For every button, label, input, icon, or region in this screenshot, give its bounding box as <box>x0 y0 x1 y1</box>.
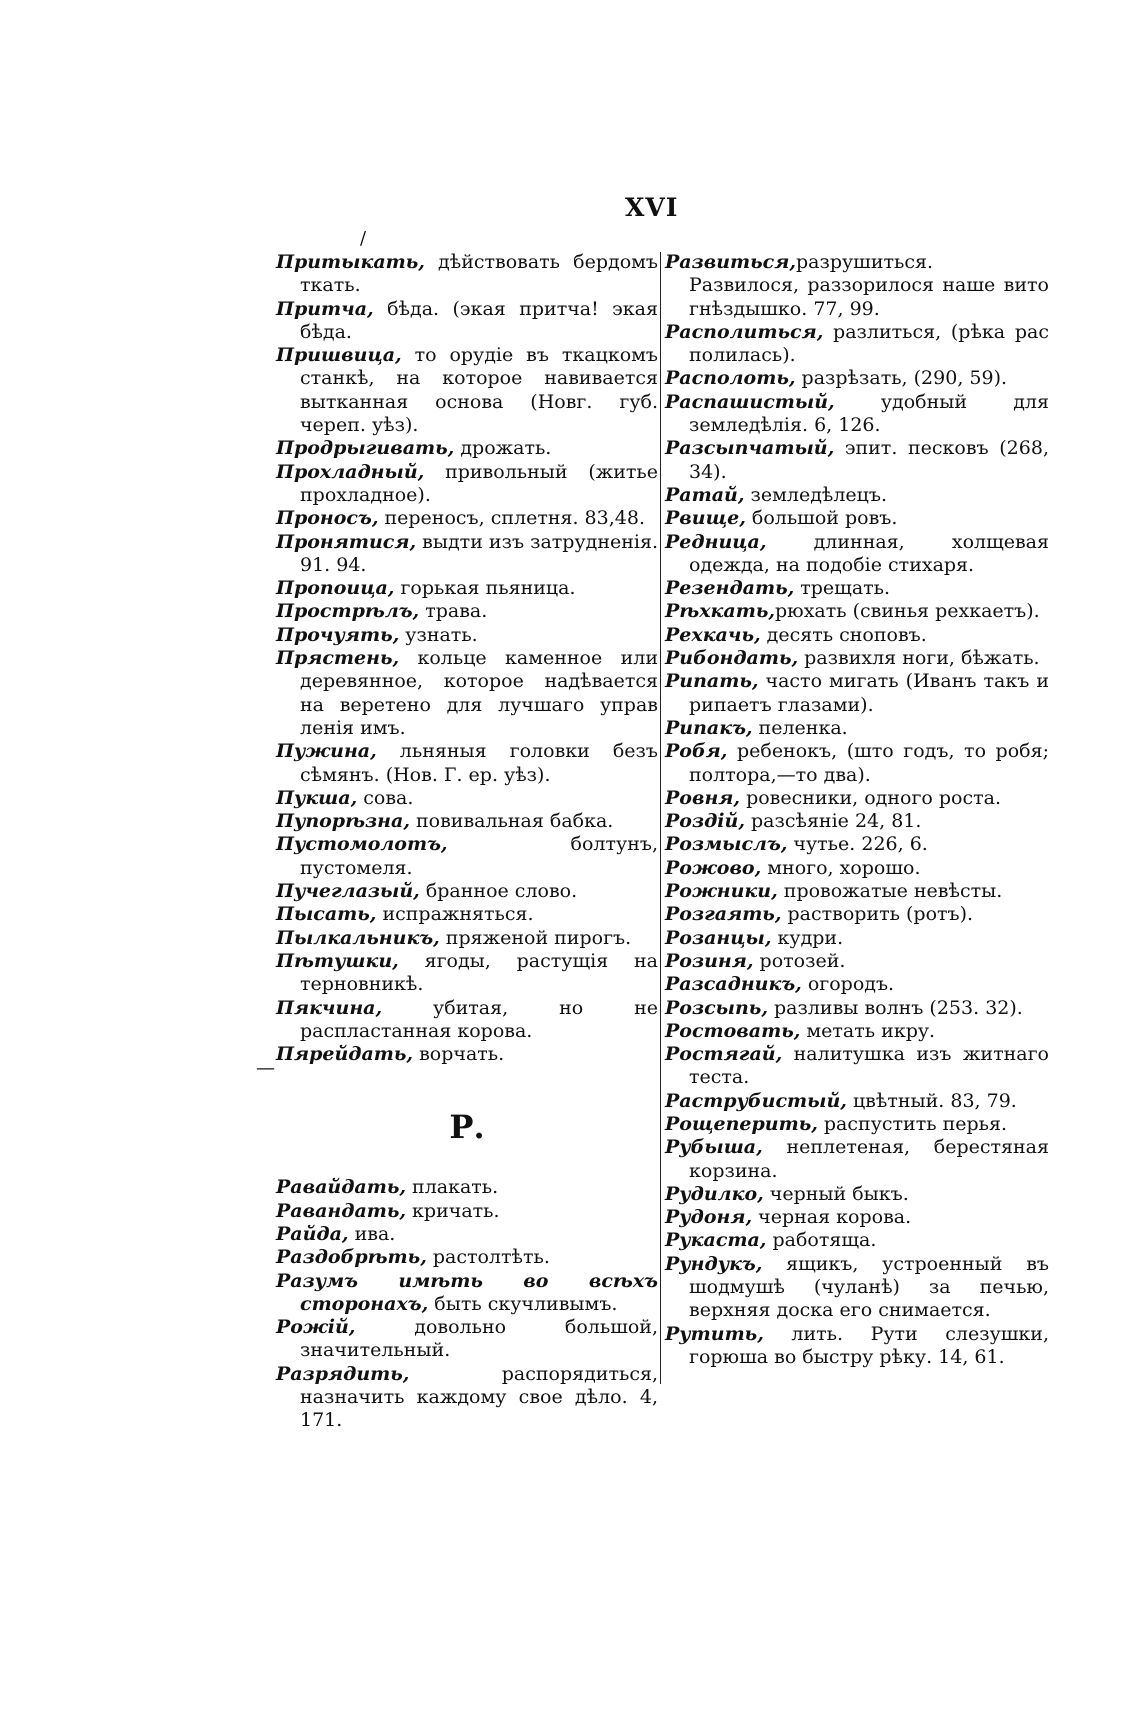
entry-headword: Райда, <box>276 1222 349 1245</box>
entry-definition: бранное слово. <box>419 880 578 903</box>
entry-definition: черная корова. <box>752 1206 912 1229</box>
entry-headword: Пысать, <box>276 903 377 926</box>
entry-definition: ребенокъ, (што годъ, то робя; полтора,—то два). <box>689 740 1049 786</box>
entry-definition: развихля ноги, бѣжать. <box>798 647 1040 670</box>
entry-definition: испражняться. <box>376 903 534 926</box>
left-column <box>276 251 658 1433</box>
entry-headword: Ростовать, <box>665 1019 801 1042</box>
entry-definition: большой ровъ. <box>745 507 898 530</box>
entry-definition: узнать. <box>399 623 478 646</box>
entry-headword: Проносъ, <box>276 507 379 530</box>
dictionary-entry <box>276 251 658 298</box>
entry-headword: Пякчина, <box>276 996 383 1019</box>
entry-headword: Рѣхкать, <box>665 600 775 623</box>
page-number: XVI <box>625 193 679 222</box>
entry-definition: распорядиться, назначить каждому свое дѣло. 4, 171. <box>300 1362 658 1432</box>
entry-definition: сова. <box>357 786 414 809</box>
entry-headword: Пронятися, <box>276 530 417 553</box>
dictionary-entry <box>276 787 658 810</box>
dictionary-entry <box>665 880 1049 903</box>
entry-definition: лить. Рути слезушки, горюша во быстру рѣку. 14, 61. <box>689 1322 1049 1368</box>
entry-definition: плакать. <box>405 1176 499 1199</box>
dictionary-entry <box>665 1206 1049 1229</box>
entry-headword: Рудоня, <box>665 1206 753 1229</box>
entry-definition: трава. <box>419 600 488 623</box>
dictionary-entry <box>276 531 658 578</box>
entry-headword: Розсыпь, <box>665 996 768 1019</box>
entry-headword: Притча, <box>276 297 374 320</box>
entry-definition: разлиться, (рѣка рас полилась). <box>689 320 1049 367</box>
entry-definition: льняныя головки безъ сѣмянъ. (Нов. Г. ер. уѣз). <box>300 740 658 786</box>
dictionary-entry <box>276 624 658 647</box>
dictionary-entry <box>276 1223 658 1246</box>
entry-definition: часто мигать (Иванъ такъ и рипаетъ глазами). <box>689 670 1049 716</box>
dictionary-entry <box>665 973 1049 996</box>
entry-definition: черный быкъ. <box>763 1182 909 1205</box>
dictionary-entry <box>665 787 1049 810</box>
entry-definition: эпит. песковъ (268, 34). <box>689 437 1049 483</box>
entry-definition: разсѣяніе 24, 81. <box>744 810 922 833</box>
entry-definition: пеленка. <box>752 716 848 739</box>
dictionary-entry <box>276 1246 658 1269</box>
dictionary-entry <box>665 367 1049 390</box>
dictionary-entry <box>665 717 1049 740</box>
entry-definition: провожатые невѣсты. <box>777 880 1003 903</box>
entry-headword: Прочуять, <box>276 623 400 646</box>
left-entries-after <box>276 1176 658 1432</box>
section-heading-r: Р. <box>449 1108 485 1147</box>
dictionary-entry <box>665 484 1049 507</box>
column-divider <box>660 252 661 1384</box>
entry-headword: Роздій, <box>665 810 745 833</box>
entry-definition: дѣйствовать бердомъ ткать. <box>300 251 658 297</box>
entry-definition: кольце каменное или деревянное, которое надѣвается на веретено для лучшаго управ ленія имъ. <box>300 647 658 739</box>
dictionary-entry <box>665 531 1049 578</box>
entry-headword: Рибондать, <box>665 647 799 670</box>
entry-definition: довольно большой, значительный. <box>300 1316 658 1362</box>
entry-definition: цвѣтный. 83, 79. <box>846 1089 1017 1112</box>
dictionary-entry <box>276 1200 658 1223</box>
entry-definition: чутье. 226, 6. <box>787 833 928 856</box>
right-column <box>665 251 1049 1369</box>
entry-headword: Прохладный, <box>276 460 425 483</box>
entry-definition: длинная, холщевая одежда, на подобіе стихаря. <box>689 530 1049 576</box>
entry-headword: Рожово, <box>665 856 762 879</box>
dictionary-entry <box>276 1316 658 1363</box>
entry-definition: удобный для земледѣлія. 6, 126. <box>689 390 1049 437</box>
entry-headword: Розанцы, <box>665 926 772 949</box>
dictionary-entry <box>665 670 1049 717</box>
dictionary-entry <box>665 600 1049 623</box>
entry-definition: распустить перья. <box>817 1112 1008 1135</box>
dictionary-entry <box>665 1043 1049 1090</box>
entry-definition: неплетеная, берестяная корзина. <box>689 1136 1049 1182</box>
margin-dash-mark: — <box>256 1057 275 1079</box>
entry-headword: Пѣтушки, <box>276 949 399 972</box>
entry-headword: Прострѣлъ, <box>276 600 420 623</box>
entry-headword: Розгаять, <box>665 903 782 926</box>
dictionary-entry <box>276 1176 658 1199</box>
entry-headword: Равайдать, <box>276 1176 406 1199</box>
entry-definition: привольный (житье прохладное). <box>300 460 658 506</box>
dictionary-entry <box>276 577 658 600</box>
entry-headword: Распашистый, <box>665 390 835 413</box>
entry-headword: Ростягай, <box>665 1043 783 1066</box>
entry-definition: десять сноповъ. <box>760 623 927 646</box>
entry-headword: Рехкачь, <box>665 623 761 646</box>
entry-headword: Рощеперить, <box>665 1112 818 1135</box>
entry-headword: Пупорѣзна, <box>276 810 410 833</box>
dictionary-entry <box>665 647 1049 670</box>
entry-definition: рюхать (свинья рехкаетъ). <box>774 600 1040 623</box>
entry-definition: горькая пьяница. <box>394 577 576 600</box>
entry-definition: дрожать. <box>454 437 552 460</box>
entry-headword: Розиня, <box>665 949 754 972</box>
entry-definition: разрѣзать, (290, 59). <box>795 367 1008 390</box>
entry-definition: разливы волнъ (253. 32). <box>767 996 1023 1019</box>
entry-headword: Разрядить, <box>276 1362 410 1385</box>
entry-definition: ящикъ, устроенный въ шодмушѣ (чуланѣ) за печью, верхняя доска его снимается. <box>689 1252 1049 1322</box>
dictionary-entry <box>276 1363 658 1433</box>
dictionary-entry <box>665 1136 1049 1183</box>
dictionary-entry <box>276 1270 658 1317</box>
dictionary-entry <box>665 321 1049 368</box>
entry-definition: растолтѣть. <box>426 1246 550 1269</box>
entry-headword: Пучеглазый, <box>276 880 420 903</box>
dictionary-entry <box>665 1113 1049 1136</box>
entry-definition: земледѣлецъ. <box>744 483 888 506</box>
dictionary-entry <box>665 577 1049 600</box>
entry-headword: Ровня, <box>665 786 741 809</box>
entry-headword: Пропоица, <box>276 577 395 600</box>
dictionary-entry <box>665 507 1049 530</box>
dictionary-entry <box>276 903 658 926</box>
entry-headword: Рипать, <box>665 670 759 693</box>
entry-headword: Пришвица, <box>276 344 402 367</box>
entry-headword: Раструбистый, <box>665 1089 847 1112</box>
dictionary-entry <box>276 647 658 740</box>
entry-definition: кричать. <box>406 1199 500 1222</box>
entry-headword: Разумъ имѣть во всѣхъ сторонахъ, <box>276 1269 658 1315</box>
entry-headword: Разсыпчатый, <box>665 437 835 460</box>
dictionary-entry <box>665 1229 1049 1252</box>
dictionary-entry <box>665 927 1049 950</box>
dictionary-entry <box>276 880 658 903</box>
entry-definition: бѣда. (экая притча! экая бѣда. <box>300 297 658 343</box>
entry-headword: Равандать, <box>276 1199 407 1222</box>
entry-headword: Рубыша, <box>665 1136 763 1159</box>
entry-definition: переносъ, сплетня. 83,48. <box>378 507 645 530</box>
entry-headword: Притыкать, <box>276 251 425 273</box>
dictionary-entry <box>276 833 658 880</box>
entry-headword: Робя, <box>665 740 728 763</box>
dictionary-entry <box>665 624 1049 647</box>
entry-headword: Развиться, <box>665 251 796 273</box>
entry-headword: Резендать, <box>665 577 795 600</box>
entry-headword: Рутить, <box>665 1322 764 1345</box>
entry-definition: ива. <box>348 1222 396 1245</box>
entry-headword: Рожій, <box>276 1316 356 1339</box>
entry-headword: Пужина, <box>276 740 377 763</box>
entry-definition: убитая, но не распластанная корова. <box>300 996 658 1042</box>
entry-definition: кудри. <box>771 926 844 949</box>
dictionary-entry <box>276 1043 658 1066</box>
entry-headword: Рундукъ, <box>665 1252 763 1275</box>
dictionary-entry <box>276 507 658 530</box>
entry-headword: Пустомолотъ, <box>276 833 448 856</box>
entry-definition: ворчать. <box>413 1043 505 1066</box>
entry-headword: Розмыслъ, <box>665 833 788 856</box>
dictionary-entry <box>665 950 1049 973</box>
entry-definition: растворить (ротъ). <box>781 903 974 926</box>
entry-definition: быть скучливымъ. <box>428 1292 618 1315</box>
entry-definition: выдти изъ затрудненія. 91. 94. <box>300 530 658 576</box>
entry-definition: налитушка изъ житнаго теста. <box>689 1043 1049 1089</box>
right-entries <box>665 251 1049 1369</box>
entry-headword: Рукаста, <box>665 1229 767 1252</box>
entry-definition: много, хорошо. <box>761 856 921 879</box>
dictionary-entry <box>276 740 658 787</box>
entry-headword: Пылкальникъ, <box>276 926 440 949</box>
dictionary-entry <box>276 810 658 833</box>
entry-headword: Пукша, <box>276 786 358 809</box>
left-entries-before <box>276 251 658 1066</box>
entry-headword: Рипакъ, <box>665 716 753 739</box>
dictionary-entry <box>665 1253 1049 1323</box>
dictionary-entry <box>665 740 1049 787</box>
dictionary-entry <box>665 833 1049 856</box>
dictionary-entry <box>276 997 658 1044</box>
entry-definition: метать икру. <box>800 1019 936 1042</box>
entry-headword: Ратай, <box>665 483 745 506</box>
dictionary-entry <box>665 997 1049 1020</box>
dictionary-entry <box>276 298 658 345</box>
dictionary-entry <box>665 1020 1049 1043</box>
dictionary-entry <box>665 857 1049 880</box>
entry-headword: Продрыгивать, <box>276 437 455 460</box>
margin-tick-mark: / <box>360 228 367 249</box>
entry-definition: пряженой пирогъ. <box>439 926 632 949</box>
entry-definition: огородъ. <box>801 973 895 996</box>
dictionary-entry <box>665 251 1049 321</box>
entry-headword: Располоть, <box>665 367 796 390</box>
entry-definition: повивальная бабка. <box>409 810 614 833</box>
entry-definition: болтунъ, пустомеля. <box>300 833 658 879</box>
entry-headword: Рожники, <box>665 880 778 903</box>
dictionary-entry <box>665 391 1049 438</box>
entry-definition: то орудіе въ ткацкомъ станкѣ, на которое навивается вытканная основа (Новг. губ. череп. уѣз). <box>300 344 658 437</box>
dictionary-entry <box>665 1090 1049 1113</box>
dictionary-entry <box>276 344 658 437</box>
dictionary-entry <box>276 461 658 508</box>
entry-headword: Прястень, <box>276 647 400 670</box>
entry-headword: Рудилко, <box>665 1182 764 1205</box>
entry-headword: Пярейдать, <box>276 1043 414 1066</box>
dictionary-entry <box>276 927 658 950</box>
dictionary-entry <box>665 903 1049 926</box>
dictionary-entry <box>276 950 658 997</box>
entry-definition: разрушиться. Развилося, раззорилося наше вито гнѣздышко. 77, 99. <box>689 251 1049 320</box>
dictionary-entry <box>665 437 1049 484</box>
entry-definition: работяща. <box>766 1229 877 1252</box>
dictionary-entry <box>665 810 1049 833</box>
entry-headword: Разсадникъ, <box>665 973 802 996</box>
dictionary-entry <box>276 600 658 623</box>
dictionary-entry <box>665 1183 1049 1206</box>
entry-definition: ротозей. <box>753 949 846 972</box>
entry-headword: Располиться, <box>665 320 824 343</box>
entry-definition: ровесники, одного роста. <box>740 786 1001 809</box>
entry-headword: Раздобрѣть, <box>276 1246 427 1269</box>
dictionary-entry <box>276 437 658 460</box>
entry-definition: трещать. <box>794 577 891 600</box>
entry-definition: ягоды, растущія на терновникѣ. <box>300 949 658 996</box>
entry-headword: Редница, <box>665 530 767 553</box>
entry-headword: Рвище, <box>665 507 746 530</box>
dictionary-entry <box>665 1323 1049 1370</box>
